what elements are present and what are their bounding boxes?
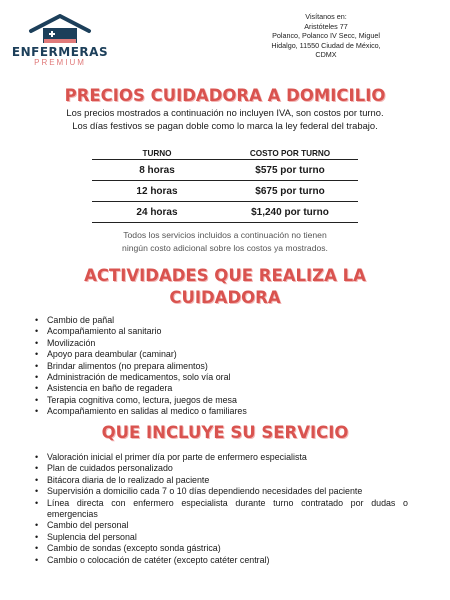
prices-title: PRECIOS CUIDADORA A DOMICILIO <box>64 86 386 105</box>
header <box>0 0 450 74</box>
shift-cell: 24 horas <box>136 206 178 218</box>
list-item: • Bitácora diaria de lo realizado al paciente <box>34 475 408 486</box>
activities-title-line: ACTIVIDADES QUE REALIZA LA <box>84 266 366 285</box>
intro-line: Los días festivos se pagan doble como lo marca la ley federal del trabajo. <box>72 120 378 131</box>
activities-title-line: CUIDADORA <box>169 288 281 307</box>
list-item: • Cambio de sondas (excepto sonda gástrica) <box>34 543 408 554</box>
brand-subtitle: PREMIUM <box>34 58 86 67</box>
activities-title <box>30 265 420 309</box>
list-item: • Acompañamiento en salidas al medico o familiares <box>34 406 408 417</box>
price-table-header <box>92 148 358 160</box>
shift-cell: 12 horas <box>136 185 178 197</box>
address-line: Polanco, Polanco IV Secc, Miguel <box>272 31 380 41</box>
list-item: • Terapia cognitiva como, lectura, juegos de mesa <box>34 395 408 406</box>
brand-logo <box>10 14 110 70</box>
list-item: • Suplencia del personal <box>34 532 408 543</box>
address-line: Hidalgo, 11550 Ciudad de México, <box>271 40 381 50</box>
prices-intro <box>30 106 420 132</box>
table-row <box>92 202 358 223</box>
table-row <box>92 181 358 202</box>
intro-line: Los precios mostrados a continuación no incluyen IVA, son costos por turno. <box>66 107 384 118</box>
price-table <box>92 148 358 223</box>
list-item: • Administración de medicamentos, solo vía oral <box>34 372 408 383</box>
service-title: QUE INCLUYE SU SERVICIO <box>101 423 349 442</box>
prices-note <box>40 229 410 255</box>
address-block <box>250 12 402 60</box>
list-item: • Línea directa con enfermero especialista durante turno contratado por dudas o emergencias <box>34 498 408 521</box>
note-line: ningún costo adicional sobre los costos ya mostrados. <box>122 243 328 253</box>
shift-cell: 8 horas <box>139 164 175 176</box>
address-line: CDMX <box>315 50 337 60</box>
note-line: Todos los servicios incluidos a continuación no tienen <box>123 230 327 240</box>
list-item: • Apoyo para deambular (caminar) <box>34 349 408 360</box>
cost-cell: $575 por turno <box>255 164 325 176</box>
list-item: • Movilización <box>34 338 408 349</box>
service-list <box>34 452 408 566</box>
house-with-cross-icon <box>27 14 93 44</box>
activities-list <box>34 315 408 418</box>
list-item: • Valoración inicial el primer día por parte de enfermero especialista <box>34 452 408 463</box>
cost-cell: $1,240 por turno <box>251 206 329 218</box>
table-row <box>92 160 358 181</box>
list-item: • Cambio del personal <box>34 520 408 531</box>
list-item: • Cambio o colocación de catéter (excepto catéter central) <box>34 555 408 566</box>
list-item: • Acompañamiento al sanitario <box>34 326 408 337</box>
list-item: • Asistencia en baño de regadera <box>34 383 408 394</box>
address-line: Aristóteles 77 <box>304 21 348 31</box>
list-item: • Supervisión a domicilio cada 7 o 10 días dependiendo necesidades del paciente <box>34 486 408 497</box>
header-shift: TURNO <box>142 149 172 158</box>
header-cost: COSTO POR TURNO <box>249 149 331 158</box>
list-item: • Cambio de pañal <box>34 315 408 326</box>
list-item: • Plan de cuidados personalizado <box>34 463 408 474</box>
cost-cell: $675 por turno <box>255 185 325 197</box>
address-line: Visítanos en: <box>305 12 347 21</box>
list-item: • Brindar alimentos (no prepara alimentos) <box>34 361 408 372</box>
brand-name: ENFERMERAS <box>11 45 109 59</box>
